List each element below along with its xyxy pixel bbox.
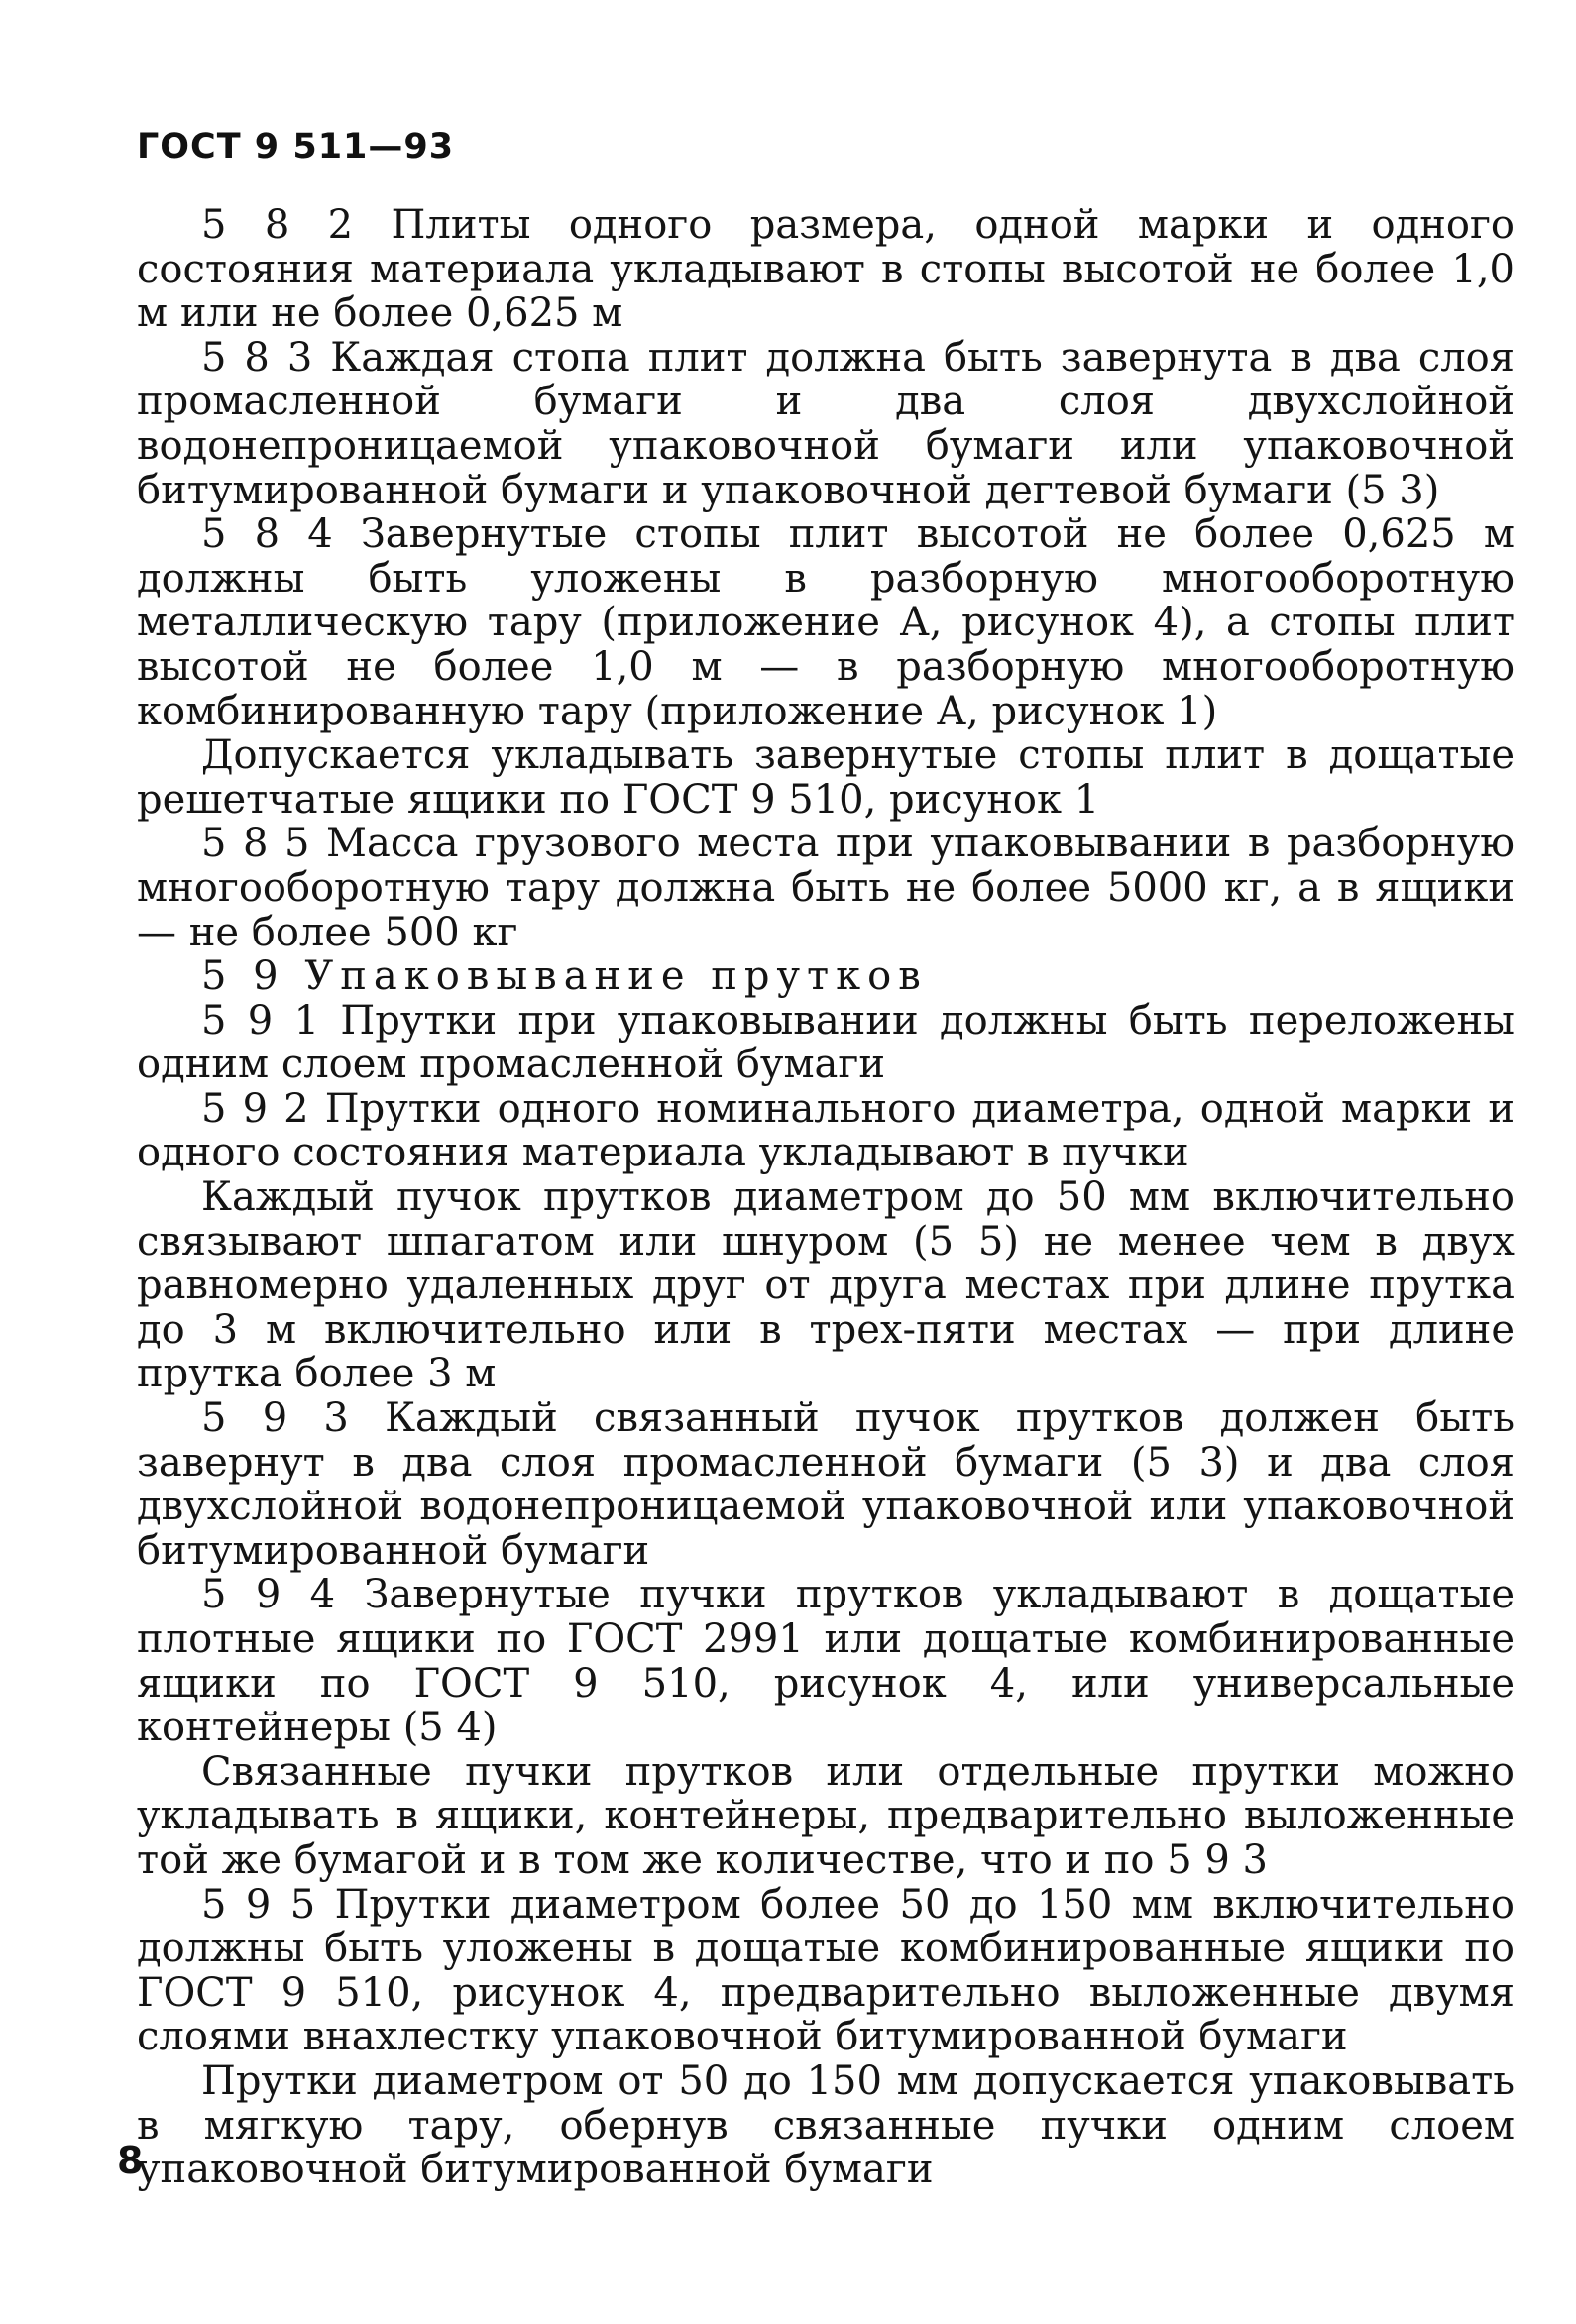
paragraph-soft-packing: Прутки диаметром от 50 до 150 мм допускается упаковывать в мягкую тару, обернув связанные пучки одним слоем упаковочной битумированной бумаги [137,2057,1515,2193]
document-body [137,203,1515,2192]
paragraph-5-8-5: 5 8 5 Масса грузового места при упаковывании в разборную многооборотную тару должна быть не более 5000 кг, а в ящики — не более 500 кг [137,821,1515,955]
page-number: 8 [117,2139,144,2182]
paragraph-5-9-3: 5 9 3 Каждый связанный пучок прутков должен быть завернут в два слоя промасленной бумаги (5 3) и два слоя двухслойной водонепроницаемой упаковочной или упаковочной битумированной бумаги [137,1395,1515,1574]
paragraph-5-9-4: 5 9 4 Завернутые пучки прутков укладывают в дощатые плотные ящики по ГОСТ 2991 или дощатые комбинированные ящики по ГОСТ 9 510, рисунок 4, или универсальные контейнеры (5 4) [137,1572,1515,1751]
document-header: ГОСТ 9 511—93 [137,127,455,166]
paragraph-5-8-4: 5 8 4 Завернутые стопы плит высотой не более 0,625 м должны быть уложены в разборную многооборотную металлическую тару (приложение А, рисунок 4), а стопы плит высотой не более 1,0 м — в разборную многооборотную комбинированную тару (приложение А, рисунок 1) [137,511,1515,734]
paragraph-bundle-packing: Связанные пучки прутков или отдельные прутки можно укладывать в ящики, контейнеры, предварительно выложенные той же бумагой и в том же количестве, что и по 5 9 3 [137,1748,1515,1883]
paragraph-5-9-1: 5 9 1 Прутки при упаковывании должны быть переложены одним слоем промасленной бумаги [137,997,1515,1088]
section-heading-5-9: 5 9 Упаковывание прутков [201,953,928,1000]
paragraph-bundle-binding: Каждый пучок прутков диаметром до 50 мм включительно связывают шпагатом или шнуром (5 5) не менее чем в двух равномерно удаленных друг от друга местах при длине прутка до 3 м включительно или в трех-пяти местах — при длине прутка более 3 м [137,1174,1515,1397]
paragraph-5-9-2: 5 9 2 Прутки одного номинального диаметра, одной марки и одного состояния материала укладывают в пучки [137,1085,1515,1176]
paragraph-5-8-3: 5 8 3 Каждая стопа плит должна быть завернута в два слоя промасленной бумаги и два слоя двухслойной водонепроницаемой упаковочной бумаги или упаковочной битумированной бумаги и упаковочной дегтевой бумаги (5 3) [137,334,1515,513]
paragraph-5-8-2: 5 8 2 Плиты одного размера, одной марки и одного состояния материала укладывают в стопы высотой не более 1,0 м или не более 0,625 м [137,202,1515,337]
paragraph-allowance: Допускается укладывать завернутые стопы плит в дощатые решетчатые ящики по ГОСТ 9 510, рисунок 1 [137,732,1515,823]
paragraph-5-9-5: 5 9 5 Прутки диаметром более 50 до 150 мм включительно должны быть уложены в дощатые комбинированные ящики по ГОСТ 9 510, рисунок 4, предварительно выложенные двумя слоями внахлестку упаковочной битумированной бумаги [137,1881,1515,2060]
